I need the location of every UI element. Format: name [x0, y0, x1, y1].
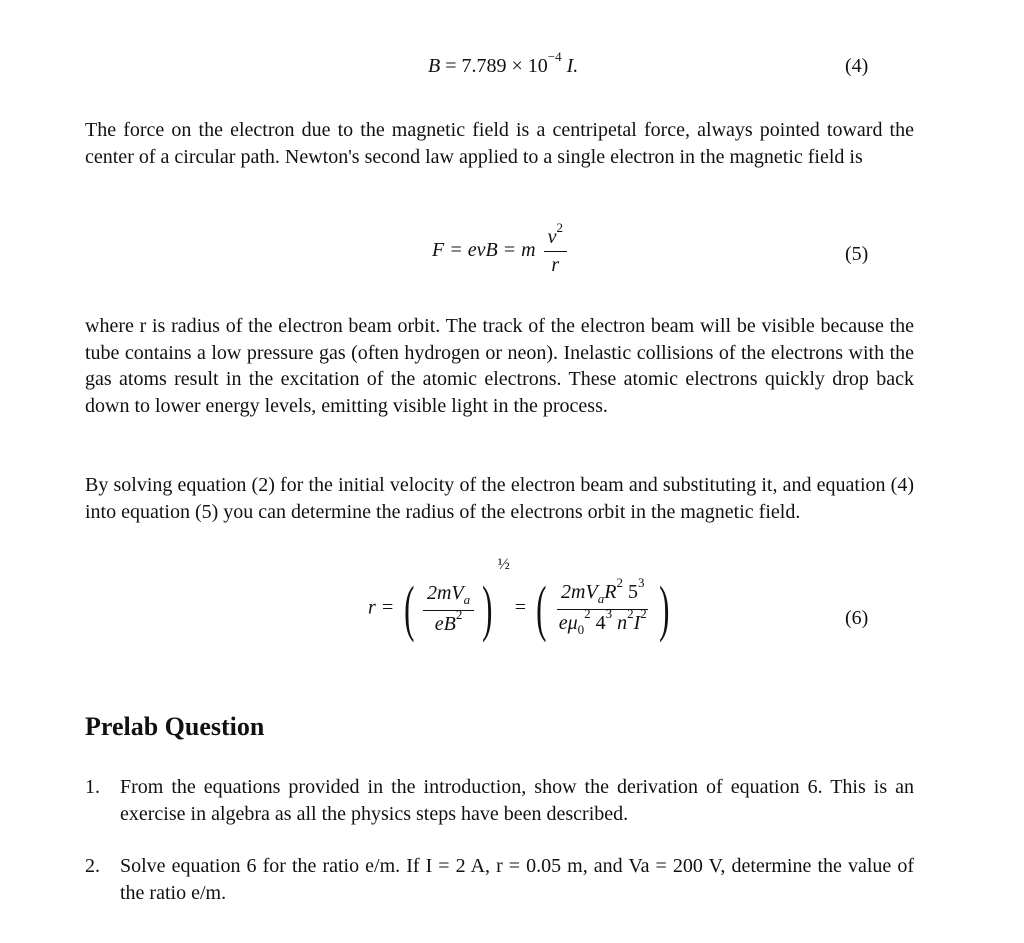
eq6-f2-num: 2mV — [561, 580, 598, 603]
eq6-f2-den-exp: 2 — [584, 605, 591, 621]
eq6-equals: = — [514, 596, 527, 619]
eq6-lhs: r = — [368, 596, 395, 619]
eq5-num: v — [547, 226, 557, 248]
question-text: From the equations provided in the introduction, show the derivation of equation 6. This is an exercise in algebra as all the physics steps have been described. — [120, 776, 914, 825]
question-item — [85, 774, 914, 827]
equation-4 — [428, 49, 579, 78]
question-number: 1. — [85, 776, 100, 798]
eq5-num-exp: 2 — [556, 220, 564, 235]
eq6-f2-four-exp: 3 — [605, 605, 613, 621]
eq6-f2-five-exp: 3 — [637, 574, 645, 590]
eq6-f2-R: R — [604, 580, 617, 603]
equation-number-5: (5) — [845, 243, 869, 265]
eq6-f2-R-exp: 2 — [616, 574, 623, 590]
eq6-f1-num: 2mV — [426, 582, 464, 604]
question-number: 2. — [85, 855, 100, 877]
eq6-power: ½ — [497, 556, 510, 573]
paragraph-2: where r is radius of the electron beam orbit. The track of the electron beam will be visible because the tube contains a low pressure gas (often hydrogen or neon). Inelastic collisions of the electrons with the gas atoms result in the excitation of the atomic electrons. These atomic electrons quickly drop back down to lower energy levels, emitting visible light in the process. — [85, 315, 914, 417]
eq4-rhs: = 7.789 × 10 — [440, 55, 548, 77]
eq6-f2-four: 4 — [590, 611, 606, 634]
eq4-var: I. — [561, 55, 579, 77]
eq6-f2-five: 5 — [622, 580, 638, 603]
eq4-lhs: B — [428, 55, 441, 77]
eq5-den: r — [551, 254, 560, 276]
paragraph-3: By solving equation (2) for the initial velocity of the electron beam and substituting it, and equation (4) into equation (5) you can determine the radius of the electrons orbit in the magnetic field. — [85, 474, 914, 523]
equation-number-6: (6) — [845, 607, 869, 629]
equation-5 — [432, 220, 570, 277]
eq6-f1-den: eB — [434, 613, 456, 635]
section-heading: Prelab Question — [85, 712, 265, 741]
eq5-lhs: F = evB = m — [432, 239, 536, 262]
equation-number-4: (4) — [845, 55, 869, 77]
eq6-f2-n-exp: 2 — [627, 605, 634, 621]
eq6-f1-den-exp: 2 — [455, 607, 463, 622]
eq6-f2-n: n — [612, 611, 628, 634]
eq6-f1-sub: a — [463, 592, 471, 607]
eq6-f2-I-exp: 2 — [640, 605, 647, 621]
eq5-fraction — [544, 220, 567, 277]
question-text: Solve equation 6 for the ratio e/m. If I = 2 A, r = 0.05 m, and Va = 200 V, determine the value of the ratio e/m. — [120, 855, 914, 904]
eq6-f2-sub: a — [597, 590, 605, 606]
question-item — [85, 853, 914, 906]
eq4-exp: −4 — [547, 49, 562, 64]
paragraph-1: The force on the electron due to the magnetic field is a centripetal force, always pointed toward the center of a circular path. Newton's second law applied to a single electron in the magnetic field is — [85, 119, 914, 168]
eq6-f2-I: I — [633, 611, 641, 634]
equation-6: r = ( $\frac{2mV_a}{eB^2}$ )$^{\frac{1}{2}}$ = ( $\frac{2mV_aR^2 5^3}{e\mu_0^2 4^3 n^2I^2}$ ) — [368, 556, 670, 643]
eq6-f2-den-e: eμ — [558, 611, 578, 634]
eq6-f2-den-sub: 0 — [577, 621, 585, 637]
